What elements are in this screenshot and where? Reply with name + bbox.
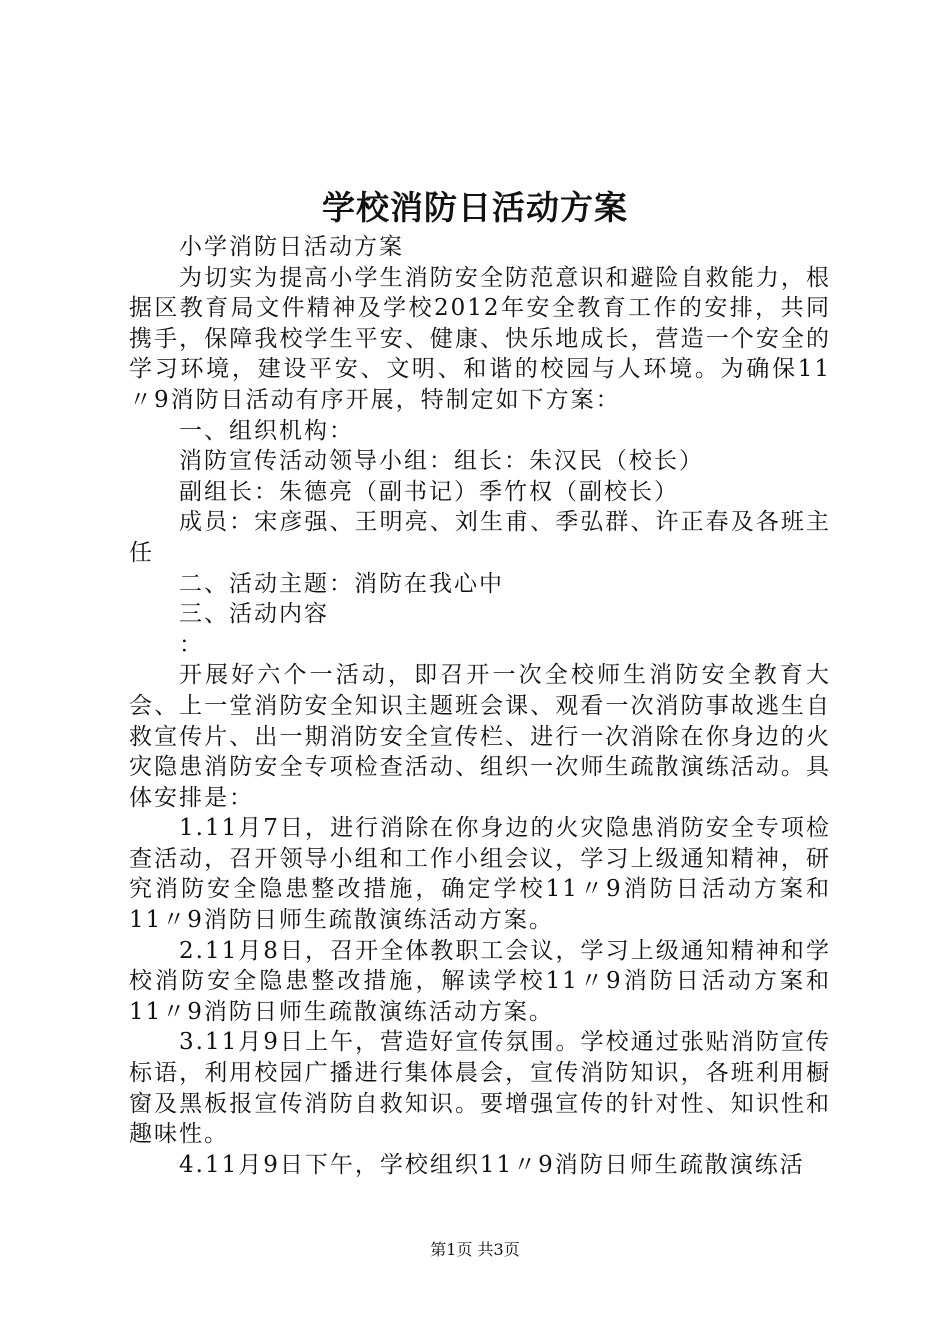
document-body <box>129 232 831 1180</box>
paragraph-intro: 为切实为提高小学生消防安全防范意识和避险自救能力，根据区教育局文件精神及学校2012年安全教育工作的安排，共同携手，保障我校学生平安、健康、快乐地成长，营造一个安全的学习环境，建设平安、文明、和谐的校园与人环境。为确保11〃9消防日活动有序开展，特制定如下方案： <box>129 264 831 413</box>
paragraph-item-2: 2.11月8日，召开全体教职工会议，学习上级通知精神和学校消防安全隐患整改措施，解读学校11〃9消防日活动方案和11〃9消防日师生疏散演练活动方案。 <box>129 937 831 1025</box>
paragraph-colon: ： <box>179 631 204 658</box>
paragraph-subtitle: 小学消防日活动方案 <box>179 234 404 260</box>
paragraph-item-4: 4.11月9日下午，学校组织11〃9消防日师生疏散演练活 <box>179 1151 805 1178</box>
paragraph-section-1: 一、组织机构： <box>179 417 354 444</box>
paragraph-leader-group: 消防宣传活动领导小组：组长：朱汉民（校长） <box>179 448 704 475</box>
paragraph-item-3: 3.11月9日上午，营造好宣传氛围。学校通过张贴消防宣传标语，利用校园广播进行集体晨会，宣传消防知识，各班利用橱窗及黑板报宣传消防自救知识。要增强宣传的针对性、知识性和趣味性。 <box>129 1029 831 1148</box>
paragraph-deputy: 副组长：朱德亮（副书记）季竹权（副校长） <box>179 478 679 505</box>
document-title: 学校消防日活动方案 <box>322 188 628 227</box>
paragraph-item-1: 1.11月7日，进行消除在你身边的火灾隐患消防安全专项检查活动，召开领导小组和工作小组会议，学习上级通知精神，研究消防安全隐患整改措施，确定学校11〃9消防日活动方案和11〃9消防日师生疏散演练活动方案。 <box>129 815 831 934</box>
paragraph-members: 成员：宋彦强、王明亮、刘生甫、季弘群、许正春及各班主任 <box>129 509 831 566</box>
paragraph-section-3: 三、活动内容 <box>179 601 329 628</box>
page-footer: 第1页 共3页 <box>430 1240 520 1259</box>
paragraph-activities: 开展好六个一活动，即召开一次全校师生消防安全教育大会、上一堂消防安全知识主题班会课、观看一次消防事故逃生自救宣传片、出一期消防安全宣传栏、进行一次消除在你身边的火灾隐患消防安全专项检查活动、组织一次师生疏散演练活动。具体安排是： <box>129 662 831 811</box>
paragraph-section-2: 二、活动主题：消防在我心中 <box>179 570 504 597</box>
